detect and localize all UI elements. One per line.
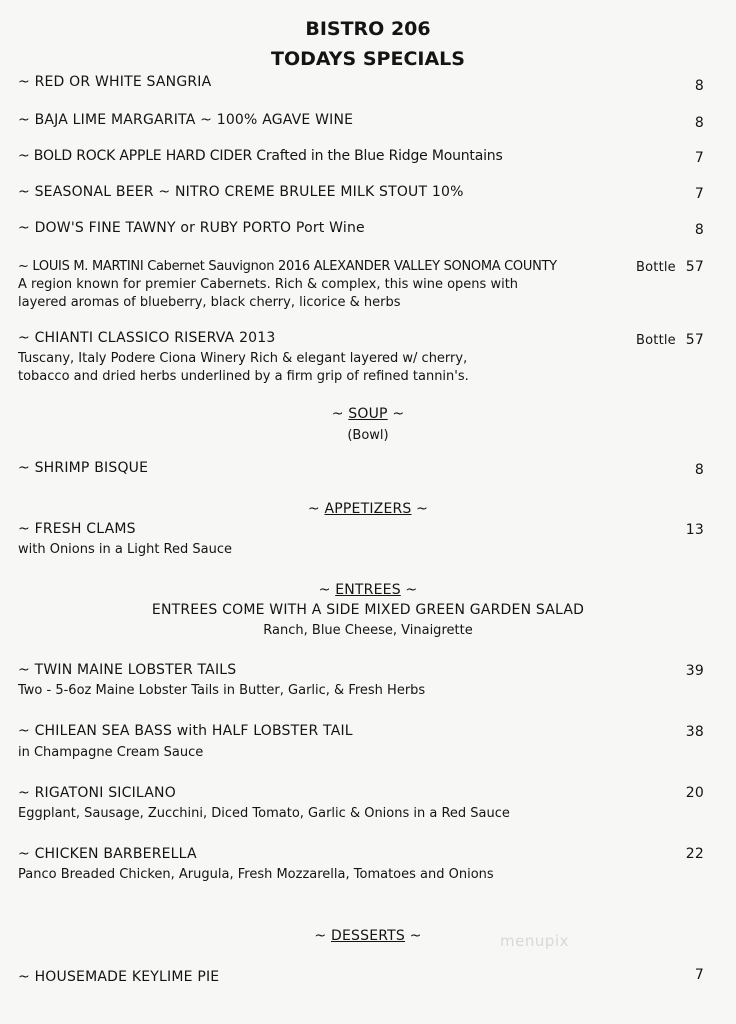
- menu-item-price: 38: [685, 724, 704, 740]
- entrees-dressings: Ranch, Blue Cheese, Vinaigrette: [263, 623, 473, 638]
- menu-item-description: A region known for premier Cabernets. Rich & complex, this wine opens with: [18, 277, 519, 292]
- menu-item-title: ~ DOW'S FINE TAWNY or RUBY PORTO Port Wine: [18, 220, 365, 236]
- section-header-entrees: ~ ENTREES ~: [318, 582, 418, 598]
- menu-item-price: 57: [685, 332, 704, 348]
- menu-item-title: ~ BOLD ROCK APPLE HARD CIDER Crafted in the Blue Ridge Mountains: [18, 148, 503, 164]
- page-subtitle: TODAYS SPECIALS: [271, 48, 465, 70]
- section-subheader: (Bowl): [347, 428, 389, 443]
- menu-item-price: 8: [694, 222, 704, 238]
- menu-item-title: ~ SEASONAL BEER ~ NITRO CREME BRULEE MILK STOUT 10%: [18, 184, 464, 200]
- menu-item-title: ~ HOUSEMADE KEYLIME PIE: [18, 969, 220, 985]
- menu-item-description: Eggplant, Sausage, Zucchini, Diced Tomato, Garlic & Onions in a Red Sauce: [18, 806, 510, 821]
- bottle-label: Bottle: [636, 260, 676, 275]
- section-header-soup: ~ SOUP ~: [331, 406, 405, 422]
- menu-item-price: 22: [685, 846, 704, 862]
- menu-item-title: ~ CHILEAN SEA BASS with HALF LOBSTER TAIL: [18, 723, 353, 739]
- section-header-appetizers: ~ APPETIZERS ~: [307, 501, 429, 517]
- menu-item-price: 7: [694, 150, 704, 166]
- section-header-desserts: ~ DESSERTS ~: [314, 928, 422, 944]
- watermark: menupix: [500, 932, 569, 950]
- menu-item-description: with Onions in a Light Red Sauce: [18, 542, 232, 557]
- menu-item-price: 20: [685, 785, 704, 801]
- menu-item-price: 8: [694, 462, 704, 478]
- menu-item-title: ~ FRESH CLAMS: [18, 521, 136, 537]
- section-header-text: SOUP: [348, 406, 388, 422]
- menu-item-description: in Champagne Cream Sauce: [18, 745, 204, 760]
- menu-item-price: 8: [694, 115, 704, 131]
- menu-item-title: ~ RED OR WHITE SANGRIA: [18, 74, 212, 90]
- menu-item-title: ~ CHICKEN BARBERELLA: [18, 846, 197, 862]
- menu-item-title: ~ CHIANTI CLASSICO RISERVA 2013: [18, 330, 276, 346]
- menu-item-title: ~ SHRIMP BISQUE: [18, 460, 149, 476]
- menu-item-price: 7: [694, 967, 704, 983]
- section-header-text: DESSERTS: [331, 928, 405, 944]
- menu-item-description: Panco Breaded Chicken, Arugula, Fresh Mozzarella, Tomatoes and Onions: [18, 867, 494, 882]
- section-header-text: APPETIZERS: [324, 501, 412, 517]
- entrees-note: ENTREES COME WITH A SIDE MIXED GREEN GARDEN SALAD: [151, 602, 585, 618]
- menu-item-price: 8: [694, 78, 704, 94]
- menu-item-description: layered aromas of blueberry, black cherry, licorice & herbs: [18, 295, 401, 310]
- menu-item-price: 7: [694, 186, 704, 202]
- menu-item-price: 39: [685, 663, 704, 679]
- menu-item-price: 57: [685, 259, 704, 275]
- section-header-text: ENTREES: [335, 582, 401, 598]
- menu-item-description: tobacco and dried herbs underlined by a firm grip of refined tannin's.: [18, 369, 469, 384]
- bottle-label: Bottle: [636, 333, 676, 348]
- menu-item-title: ~ LOUIS M. MARTINI Cabernet Sauvignon 2016 ALEXANDER VALLEY SONOMA COUNTY: [18, 259, 557, 274]
- menu-item-title: ~ TWIN MAINE LOBSTER TAILS: [18, 662, 237, 678]
- menu-item-description: Two - 5-6oz Maine Lobster Tails in Butter, Garlic, & Fresh Herbs: [18, 683, 426, 698]
- page-title: BISTRO 206: [305, 18, 431, 40]
- menu-item-title: ~ RIGATONI SICILANO: [18, 785, 176, 801]
- menu-item-title: ~ BAJA LIME MARGARITA ~ 100% AGAVE WINE: [18, 112, 354, 128]
- menu-item-price: 13: [685, 522, 704, 538]
- menu-item-description: Tuscany, Italy Podere Ciona Winery Rich & elegant layered w/ cherry,: [18, 351, 468, 366]
